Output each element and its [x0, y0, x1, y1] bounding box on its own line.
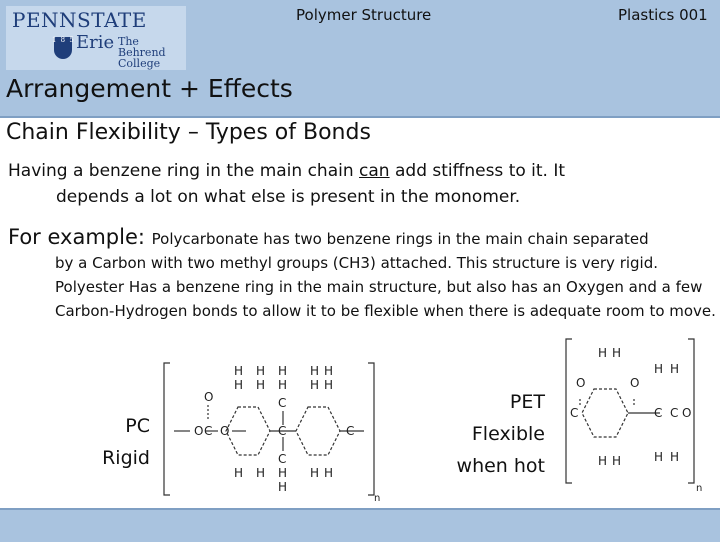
para1-line2: depends a lot on what else is present in the monomer. — [56, 187, 521, 207]
pc-structure-diagram — [160, 355, 382, 505]
pc-atom-o: O — [204, 390, 214, 404]
logo-wordmark: PENNSTATE — [12, 8, 147, 32]
para1-underlined-can: can — [359, 161, 390, 181]
pc-atom-c: C — [346, 424, 355, 438]
para1-line1-start: Having a benzene ring in the main chain — [8, 161, 360, 181]
pc-atom-h: H — [324, 466, 334, 480]
paragraph-benzene — [8, 158, 698, 210]
pc-atom-c: C — [278, 424, 287, 438]
pet-atom-o: O — [630, 376, 640, 390]
example-rest: by a Carbon with two methyl groups (CH3) attached. This structure is very rigid. Polyester Has a benzene ring in the main structure, but also has an Oxygen and a few Carbon-Hydrogen bonds to allow it to be flexible when there is adequate room to move. — [55, 254, 716, 320]
pet-label — [430, 386, 545, 482]
pc-atom-h: H — [310, 364, 320, 378]
pc-atom-h: H — [234, 364, 244, 378]
pc-atom-h: H — [256, 378, 266, 392]
slide-subtitle: Chain Flexibility – Types of Bonds — [6, 120, 371, 145]
pc-label — [80, 410, 150, 474]
pc-atom-h: H — [310, 378, 320, 392]
pc-atom-h: H — [310, 466, 320, 480]
pc-repeat-n: n — [374, 493, 381, 504]
pet-label-condition: when hot — [456, 455, 545, 477]
pc-atom-h: H — [278, 378, 288, 392]
logo-college: The Behrend College — [118, 35, 166, 70]
pc-label-property: Rigid — [102, 447, 150, 469]
pet-atom-h: H — [612, 346, 622, 360]
slide-footer — [0, 508, 720, 542]
pet-atom-h: H — [654, 362, 664, 376]
pc-atom-h: H — [234, 378, 244, 392]
pet-atom-h: H — [670, 450, 680, 464]
header-title: Polymer Structure — [296, 6, 432, 24]
pc-atom-h: H — [278, 480, 288, 494]
pet-atom-c: C — [670, 406, 679, 420]
pc-atom-c: C — [278, 396, 287, 410]
logo-campus: Erie — [76, 32, 115, 53]
pc-atom-c: C — [278, 452, 287, 466]
pet-atom-c: C — [570, 406, 579, 420]
pet-atom-o: O — [576, 376, 586, 390]
pc-atom-h: H — [278, 466, 288, 480]
pet-label-property: Flexible — [471, 423, 545, 445]
paragraph-example — [8, 225, 720, 323]
pet-repeat-n: n — [696, 483, 703, 494]
pet-atom-h: H — [598, 346, 608, 360]
pc-atom-h: H — [256, 466, 266, 480]
pet-atom-h: H — [654, 450, 664, 464]
pc-atom-h: H — [324, 364, 334, 378]
pet-atom-h: H — [598, 454, 608, 468]
header-course: Plastics 001 — [618, 6, 708, 24]
pet-structure-diagram — [560, 333, 716, 495]
penn-state-behrend-logo — [6, 6, 186, 70]
pc-label-name: PC — [125, 415, 150, 437]
slide-title: Arrangement + Effects — [6, 74, 293, 103]
slide-header — [0, 0, 720, 118]
pet-label-name: PET — [509, 391, 545, 413]
para1-line1-end: add stiffness to it. It — [389, 161, 566, 181]
logo-year: 1 8 5 5 — [52, 36, 84, 44]
pc-atom-h: H — [234, 466, 244, 480]
pc-atom-o: O — [194, 424, 204, 438]
pc-atom-h: H — [256, 364, 266, 378]
example-first-line: Polycarbonate has two benzene rings in the main chain separated — [151, 230, 649, 248]
example-lead: For example: — [8, 225, 152, 249]
pc-atom-c: C — [204, 424, 213, 438]
pc-atom-h: H — [324, 378, 334, 392]
pet-atom-h: H — [670, 362, 680, 376]
pc-atom-h: H — [278, 364, 288, 378]
pet-atom-h: H — [612, 454, 622, 468]
pc-atom-o: O — [220, 424, 230, 438]
pet-atom-o: O — [682, 406, 692, 420]
header-divider — [0, 116, 720, 118]
pet-atom-c: C — [654, 406, 663, 420]
